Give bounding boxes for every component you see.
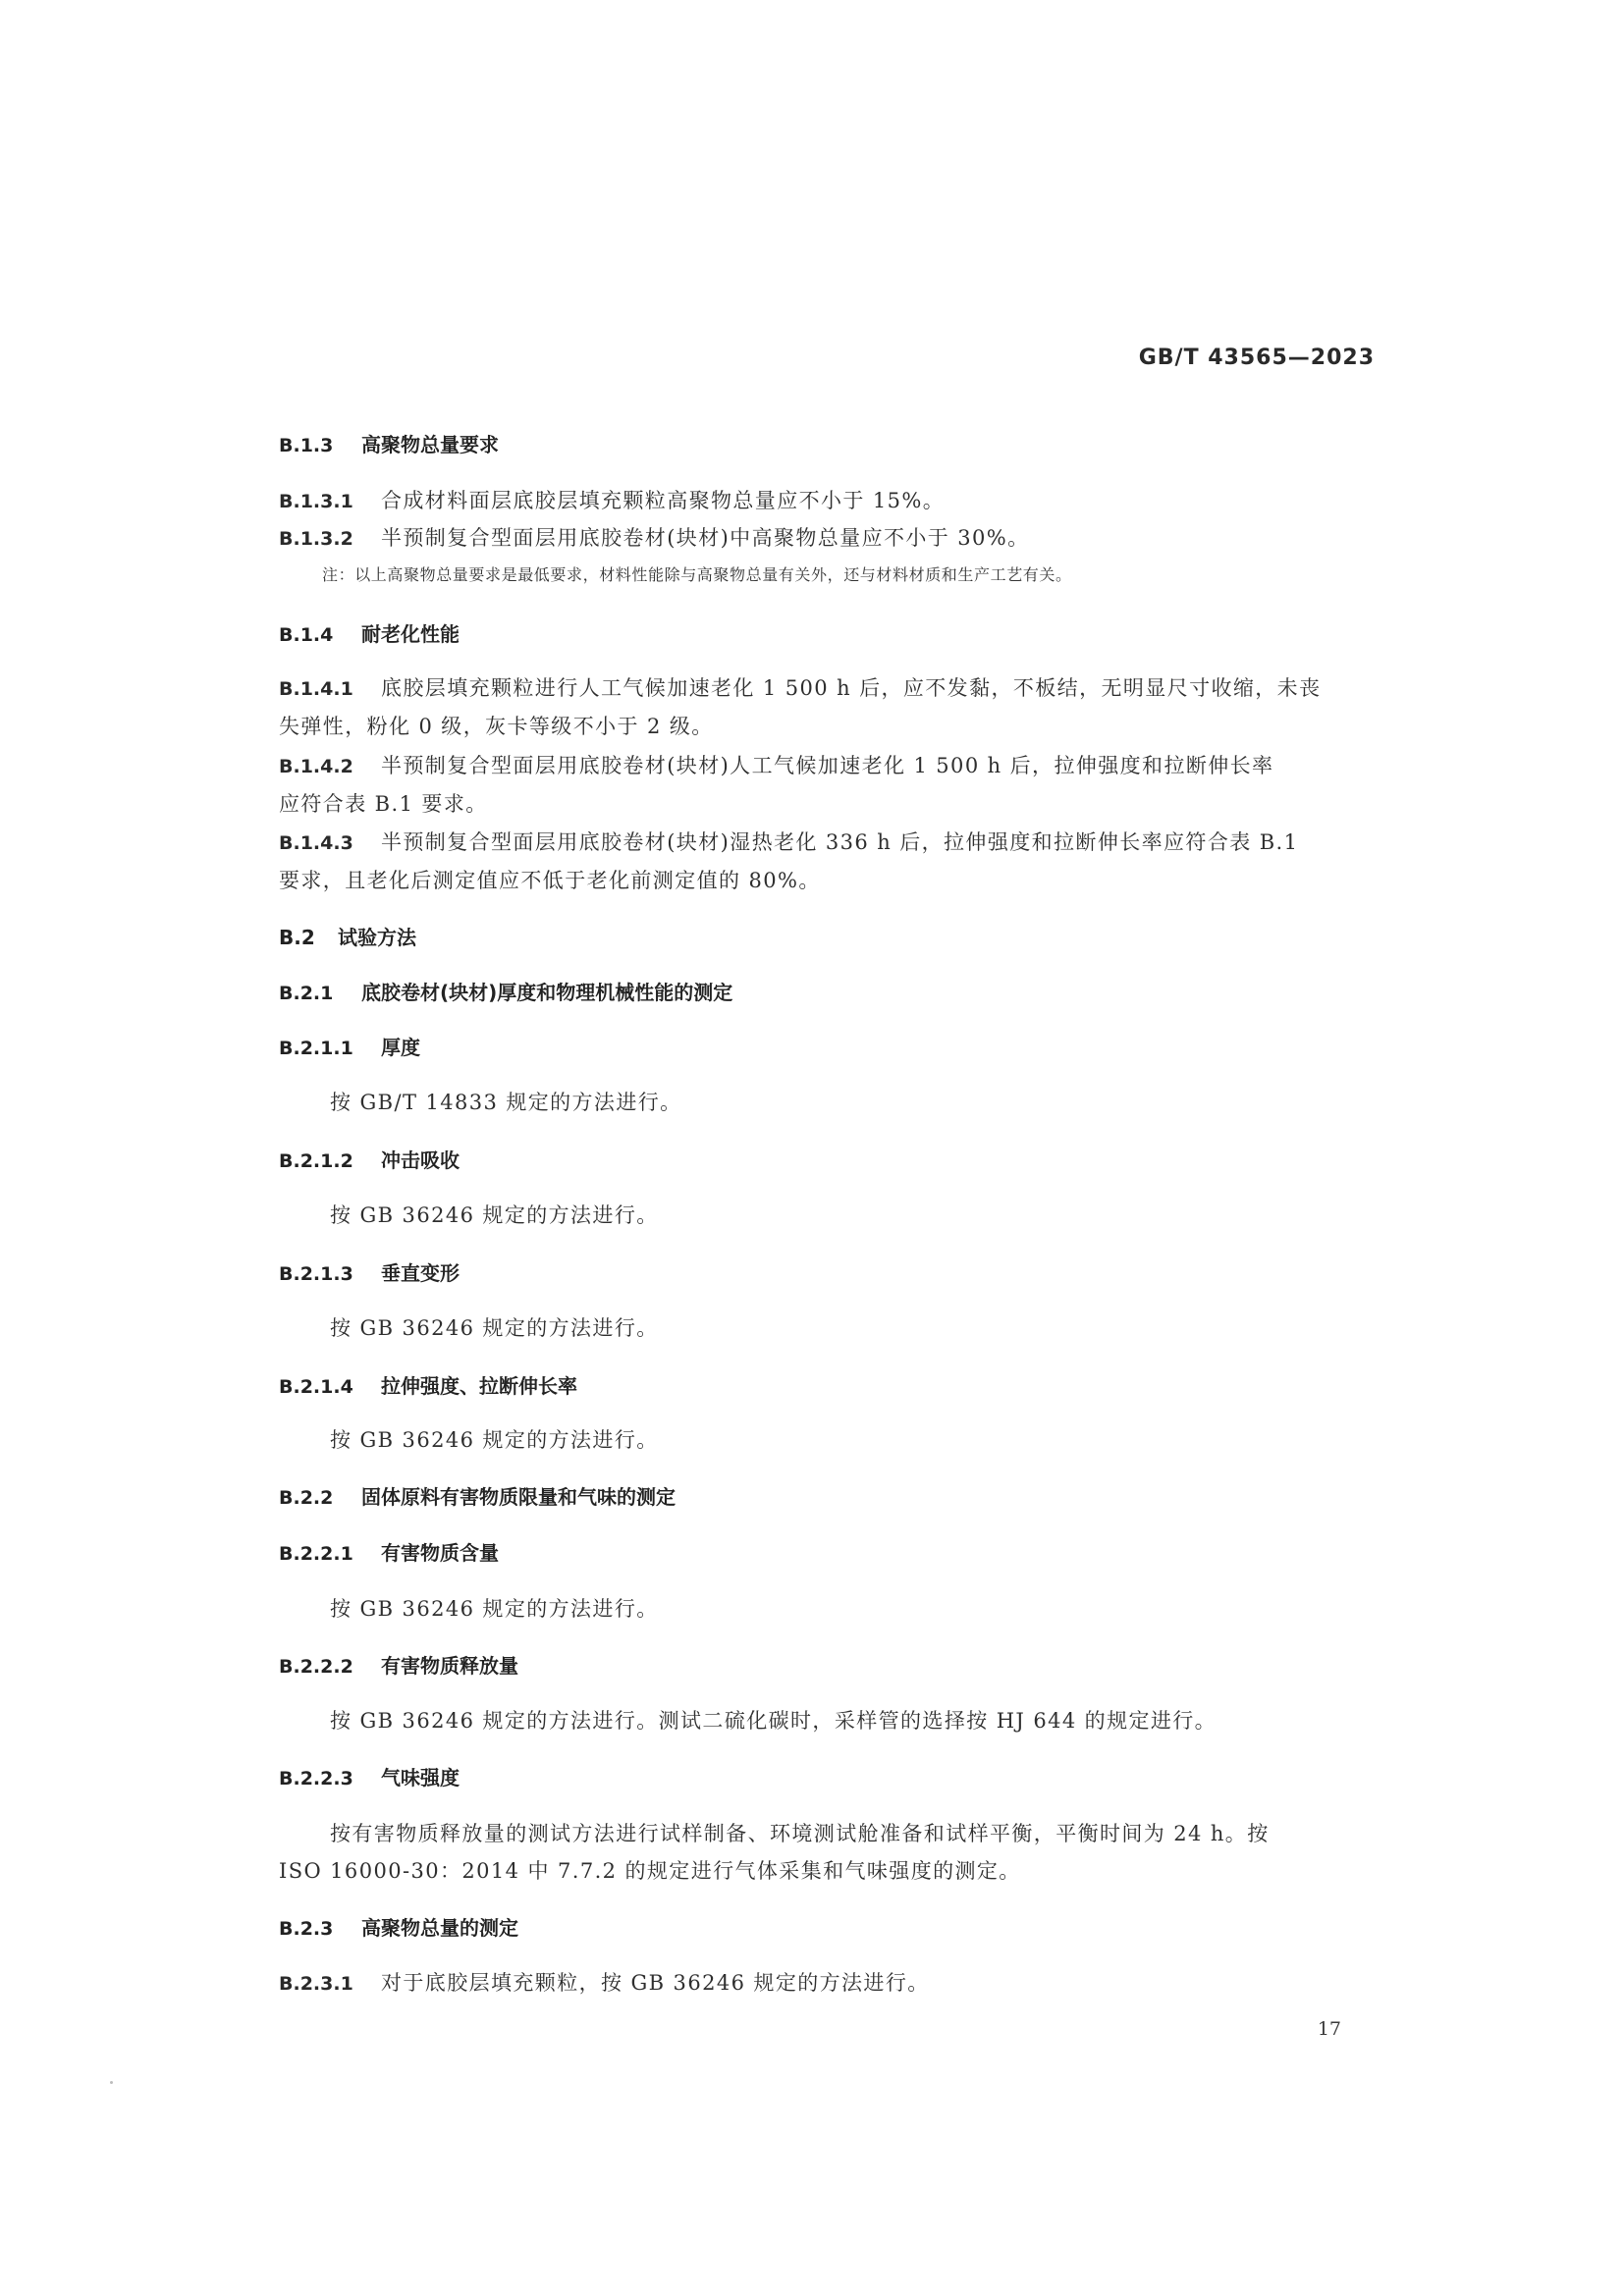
clause-number: B.1.3.2 bbox=[279, 528, 353, 550]
section-heading-b211 bbox=[279, 1034, 1379, 1062]
section-title: 固体原料有害物质限量和气味的测定 bbox=[361, 1485, 676, 1509]
section-heading-b2 bbox=[279, 924, 1379, 951]
section-number: B.2.1.4 bbox=[279, 1376, 353, 1398]
clause-text: 底胶层填充颗粒进行人工气候加速老化 1 500 h 后，应不发黏，不板结，无明显尺寸收缩，未丧 bbox=[381, 676, 1322, 700]
section-title: 有害物质含量 bbox=[381, 1541, 499, 1565]
section-heading-b23 bbox=[279, 1914, 1379, 1943]
section-heading-b223 bbox=[279, 1764, 1379, 1792]
section-title: 试验方法 bbox=[338, 926, 416, 949]
section-number: B.2.3 bbox=[279, 1918, 334, 1940]
section-title: 高聚物总量的测定 bbox=[361, 1916, 518, 1940]
section-title: 耐老化性能 bbox=[361, 622, 460, 646]
section-title: 拉伸强度、拉断伸长率 bbox=[381, 1374, 577, 1398]
section-number: B.2.2 bbox=[279, 1487, 334, 1509]
section-heading-b213 bbox=[279, 1259, 1379, 1288]
section-title: 有害物质释放量 bbox=[381, 1654, 518, 1678]
section-number: B.2.1.1 bbox=[279, 1038, 353, 1059]
section-heading-b13 bbox=[279, 431, 1379, 459]
clause-b142-line2: 应符合表 B.1 要求。 bbox=[279, 792, 488, 816]
section-number: B.2.1.3 bbox=[279, 1263, 353, 1285]
clause-text: 半预制复合型面层用底胶卷材(块材)湿热老化 336 h 后，拉伸强度和拉断伸长率应符合表 B.1 bbox=[381, 830, 1299, 854]
section-heading-b22 bbox=[279, 1483, 1379, 1512]
section-heading-b21 bbox=[279, 979, 1379, 1007]
section-title: 厚度 bbox=[381, 1036, 420, 1059]
clause-b213-text: 按 GB 36246 规定的方法进行。 bbox=[330, 1316, 659, 1340]
clause-b221-text: 按 GB 36246 规定的方法进行。 bbox=[330, 1597, 659, 1621]
clause-text: 半预制复合型面层用底胶卷材(块材)人工气候加速老化 1 500 h 后，拉伸强度和拉断伸长率 bbox=[381, 754, 1274, 777]
section-number: B.2.1 bbox=[279, 983, 334, 1004]
section-number: B.1.4 bbox=[279, 624, 334, 646]
section-title: 垂直变形 bbox=[381, 1261, 460, 1285]
clause-text: 半预制复合型面层用底胶卷材(块材)中高聚物总量应不小于 30%。 bbox=[381, 526, 1030, 550]
section-title: 气味强度 bbox=[381, 1766, 460, 1789]
clause-text: 合成材料面层底胶层填充颗粒高聚物总量应不小于 15%。 bbox=[381, 489, 946, 512]
clause-b212-text: 按 GB 36246 规定的方法进行。 bbox=[330, 1203, 659, 1227]
clause-number: B.1.4.3 bbox=[279, 832, 353, 854]
section-title: 冲击吸收 bbox=[381, 1148, 460, 1172]
page-number: 17 bbox=[1317, 2018, 1341, 2040]
section-heading-b212 bbox=[279, 1147, 1379, 1175]
clause-b142-line1 bbox=[279, 752, 1379, 780]
clause-b231 bbox=[279, 1969, 1379, 1998]
clause-b222-text: 按 GB 36246 规定的方法进行。测试二硫化碳时，采样管的选择按 HJ 644 的规定进行。 bbox=[330, 1709, 1218, 1733]
section-heading-b222 bbox=[279, 1652, 1379, 1681]
note-b13: 注：以上高聚物总量要求是最低要求，材料性能除与高聚物总量有关外，还与材料材质和生产工艺有关。 bbox=[322, 565, 1072, 584]
clause-b131 bbox=[279, 487, 1379, 515]
section-number: B.2.2.3 bbox=[279, 1768, 353, 1789]
clause-b141-line2: 失弹性，粉化 0 级，灰卡等级不小于 2 级。 bbox=[279, 715, 714, 738]
section-number: B.2.2.1 bbox=[279, 1543, 353, 1565]
section-heading-b221 bbox=[279, 1539, 1379, 1568]
clause-b223-line1: 按有害物质释放量的测试方法进行试样制备、环境测试舱准备和试样平衡，平衡时间为 24 h。按 bbox=[330, 1822, 1270, 1845]
clause-b223-line2: ISO 16000-30：2014 中 7.7.2 的规定进行气体采集和气味强度的测定。 bbox=[279, 1859, 1021, 1883]
clause-b143-line1 bbox=[279, 828, 1379, 857]
clause-text: 对于底胶层填充颗粒，按 GB 36246 规定的方法进行。 bbox=[381, 1971, 930, 1995]
clause-number: B.1.4.1 bbox=[279, 678, 353, 700]
clause-b143-line2: 要求，且老化后测定值应不低于老化前测定值的 80%。 bbox=[279, 869, 821, 892]
clause-b214-text: 按 GB 36246 规定的方法进行。 bbox=[330, 1428, 659, 1452]
section-number: B.2.1.2 bbox=[279, 1150, 353, 1172]
clause-number: B.1.3.1 bbox=[279, 491, 353, 512]
section-heading-b14 bbox=[279, 620, 1379, 649]
section-number: B.2 bbox=[279, 926, 315, 949]
clause-b141-line1 bbox=[279, 674, 1379, 703]
clause-number: B.2.3.1 bbox=[279, 1973, 353, 1995]
section-number: B.2.2.2 bbox=[279, 1656, 353, 1678]
section-title: 底胶卷材(块材)厚度和物理机械性能的测定 bbox=[361, 981, 733, 1004]
clause-number: B.1.4.2 bbox=[279, 756, 353, 777]
section-number: B.1.3 bbox=[279, 435, 334, 456]
section-heading-b214 bbox=[279, 1372, 1379, 1401]
scan-speck bbox=[110, 2081, 113, 2084]
clause-b211-text: 按 GB/T 14833 规定的方法进行。 bbox=[330, 1091, 682, 1114]
clause-b132 bbox=[279, 524, 1379, 553]
section-title: 高聚物总量要求 bbox=[361, 433, 499, 456]
standard-code: GB/T 43565—2023 bbox=[1138, 346, 1375, 370]
